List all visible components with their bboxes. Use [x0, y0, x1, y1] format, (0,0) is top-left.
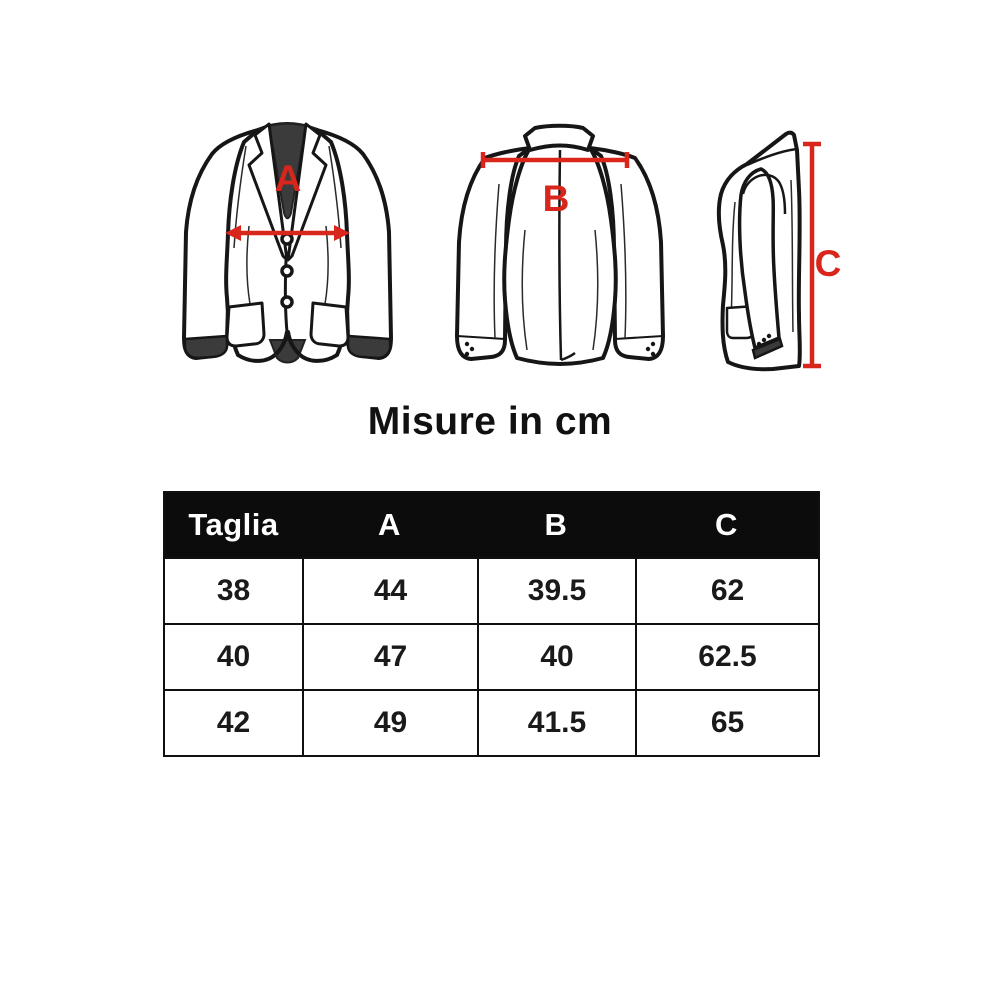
- jacket-front-view: [170, 108, 425, 393]
- cell-b: 39.5: [477, 559, 635, 623]
- jacket-back-view: [447, 110, 673, 390]
- table-row: [165, 623, 818, 689]
- cell-taglia: 40: [216, 640, 251, 673]
- table-row: [165, 557, 818, 623]
- jacket-back-drawing: [447, 110, 673, 390]
- size-table-header: [165, 493, 818, 557]
- page-title: Misure in cm: [367, 400, 613, 443]
- cell-b: 40: [477, 625, 635, 689]
- front-button-3: [282, 297, 292, 307]
- jacket-side-view: [695, 110, 875, 390]
- cell-c: 62.5: [635, 625, 818, 689]
- cell-c: 62: [635, 559, 818, 623]
- measure-label-a: A: [274, 158, 302, 199]
- size-table: [163, 491, 820, 757]
- front-left-cuff: [185, 336, 227, 358]
- front-left-pocket: [227, 303, 264, 346]
- cell-a: 47: [302, 625, 477, 689]
- cell-a: 49: [302, 691, 477, 755]
- front-button-2: [282, 266, 292, 276]
- cell-taglia: 38: [216, 574, 251, 607]
- table-row: [165, 689, 818, 755]
- front-right-pocket: [311, 303, 348, 346]
- measure-label-c: C: [814, 243, 842, 284]
- cell-taglia: 42: [216, 706, 251, 739]
- cell-a: 44: [302, 559, 477, 623]
- col-header-b: B: [544, 507, 568, 542]
- front-hem-undergarment: [270, 340, 305, 363]
- front-button-1: [282, 234, 292, 244]
- jacket-front-drawing: [170, 108, 425, 393]
- measure-label-b: B: [542, 178, 570, 219]
- jacket-side-drawing: [695, 110, 875, 390]
- col-header-a: A: [378, 507, 401, 542]
- col-header-taglia: Taglia: [188, 507, 279, 542]
- col-header-c: C: [715, 507, 738, 542]
- cell-b: 41.5: [477, 691, 635, 755]
- front-right-cuff: [348, 336, 390, 358]
- cell-c: 65: [635, 691, 818, 755]
- back-collar: [525, 126, 593, 150]
